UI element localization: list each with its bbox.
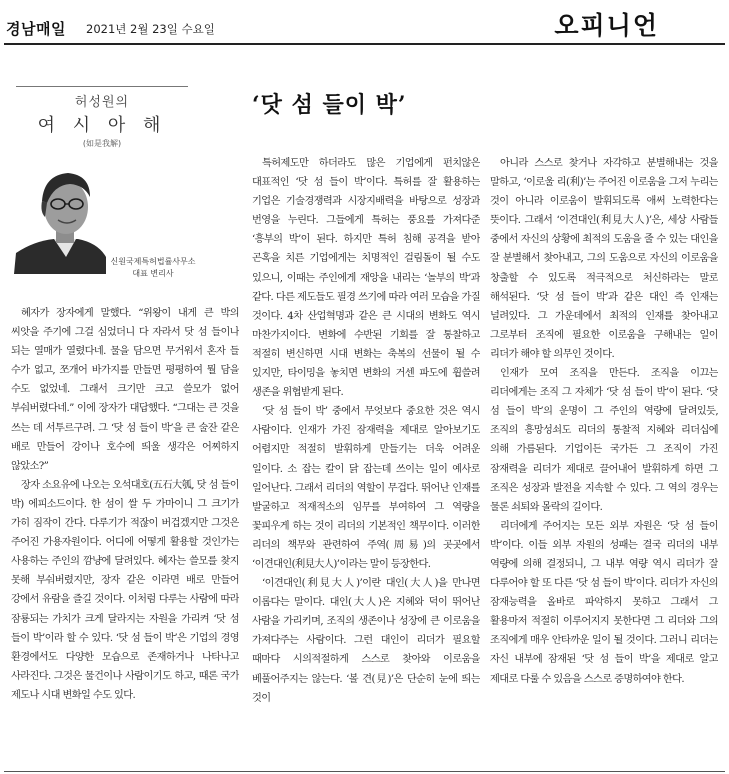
paragraph: 리더에게 주어지는 모든 외부 자원은 ‘닷 섬 들이 박’이다. 이들 외부 자원의 성패는 결국 리더의 내부 역량에 의해 결정되니, 그 내부 역량 역시 리더가 잘 다루어야 할 또 다른 ‘닷 섬 들이 박’이다. 리더가 자신의 잠재능력을 올바로 파악하지 못하고 그래서 그 활용마저 적절히 이루어지지 못한다면 그 리더와 그의 조직에게 매우 안타까운 일이 될 것이다. 그러니 리더는 자신 내부에 잠재된 ‘닷 섬 들이 박’을 제대로 알고 제대로 다룰 수 있음을 스스로 증명하여야 한다. [490, 520, 718, 685]
newspaper-name: 경남매일 [6, 20, 66, 38]
article-column-3 [490, 154, 718, 754]
paragraph: 장자 소요유에 나오는 오석대호(五石大瓠, 닷 섬 들이 박) 에피소드이다. 한 섬이 쌀 두 가마이니 그 크기가 가히 짐작이 간다. 다루기가 적잖이 버겁겠지만 그것은 주어진 가용자원이다. 어디에 어떻게 활용할 것인가는 사용하는 주인의 깜냥에 달려있다. 혜자는 쓸모를 찾지 못해 부숴버렸지만, 장자 같은 이라면 배로 만들어 강에서 유람을 즐길 것이다. 이처럼 다루는 사람에 따라 잠룡되는 가치가 크게 달라지는 자원을 가리켜 ‘닷 섬 들이 박’이라 할 수 있다. ‘닷 섬 들이 박’은 기업의 경영 환경에서도 다양한 모습으로 존재하거나 나타나고 사라진다. 그것은 물건이나 사람이기도 하고, 때론 국가 제도나 시대 변화일 수도 있다. [11, 479, 239, 701]
author-line: 허성원의 [74, 95, 130, 110]
column-header-rule [16, 86, 188, 87]
paragraph: ‘이견대인(利見大人)’이란 대인(大人)을 만나면 이롭다는 말이다. 대인(大人)은 지혜와 덕이 뛰어난 사람을 가리키며, 조직의 생존이나 성장에 큰 이로움을 가져다주는 사람이다. 그런 대인이 리더가 필요할 때마다 시의적절하게 스스로 찾아와 이로움을 베풀어주지는 않는다. ‘볼 견(見)’은 단순히 눈에 띄는 것이 [252, 578, 480, 704]
article-column-2 [252, 154, 480, 754]
column-title: 여 시 아 해 [37, 115, 167, 136]
paragraph: 특허제도만 하더라도 많은 기업에게 펀치않은 대표적인 ‘닷 섬 들이 박’이다. 특허를 잘 활용하는 기업은 기술경쟁력과 시장지배력을 바탕으로 성장과 번영을 누린다. 그들에게 특허는 풍요를 가져다준 ‘흥부의 박’이 된다. 하지만 특허 침해 공격을 받아 곤혹을 치른 기업에게는 치명적인 걸림돌이 될 수도 있으니, 이때는 주인에게 재앙을 내리는 ‘놀부의 박’과 같다. 다른 제도들도 필경 쓰기에 따라 여러 모습을 가질 것이다. 4차 산업혁명과 같은 큰 시대의 변화도 역시 마찬가지이다. 변화에 수반된 기회를 잘 통찰하고 적절히 변신하면 시대 변화는 축복의 선물이 될 수 있지만, 타이밍을 놓치면 변화의 거센 파도에 휩쓸려 생존을 위협받게 된다. [252, 158, 480, 399]
paragraph: 아니라 스스로 찾거나 자각하고 분별해내는 것을 말하고, ‘이로울 리(利)’는 주어진 이로움을 그저 누리는 것이 아니라 이로움이 발휘되도록 애써 노력한다는 뜻이다. 그래서 ‘이견대인(利見大人)’은, 세상 사람들 중에서 자신의 상황에 최적의 도움을 줄 수 있는 대인을 잘 분별해서 찾아내고, 그의 도움으로 자신의 이로움을 창출할 수 있도록 적극적으로 처신하라는 말로 해석된다. ‘닷 섬 들이 박’과 같은 대인 즉 인재는 널려있다. 그 가운데에서 최적의 인재를 찾아내고 그로부터 조직에 필요한 이로움을 구해내는 일이 리더가 해야 할 의무인 것이다. [490, 158, 718, 360]
section-title: 오피니언 [554, 11, 659, 40]
article-headline: ‘닷 섬 들이 박’ [252, 92, 407, 118]
paragraph: 혜자가 장자에게 말했다. “위왕이 내게 큰 박의 씨앗을 주기에 그걸 심었더니 다 자라서 닷 섬 들이나 되는 열매가 열렸다네. 물을 담으면 무거워서 혼자 들 수가 없고, 쪼개어 바가지를 만들면 평평하여 뭘 담을 수도 없었네. 그래서 크기만 크고 쓸모가 없어 부숴버렸다네.” 이에 장자가 대답했다. “그대는 큰 것을 쓰는 데 서투르구려. 그 ‘닷 섬 들이 박’을 큰 술잔 같은 배로 만들어 강이나 호수에 띄울 생각은 어찌하지 않았소?” [11, 308, 239, 472]
author-bio [110, 256, 196, 280]
author-affiliation: 신원국제특허법률사무소 [110, 257, 196, 266]
column-title-hanja: (如是我解) [82, 139, 122, 148]
paragraph: 인재가 모여 조직을 만든다. 조직을 이끄는 리더에게는 조직 그 자체가 ‘닷 섬 들이 박’이 된다. ‘닷 섬 들이 박’의 운명이 그 주인의 역량에 달려있듯, 조직의 흥망성쇠도 리더의 통찰적 지혜와 리더십에 의해 가름된다. 기업이든 국가든 그 조직이 가진 잠재력을 리더가 제대로 끌어내어 발휘하게 하면 그 조직은 성장과 발전을 지속할 수 있다. 그 역의 경우는 물론 쇠퇴와 몰락의 길이다. [490, 368, 718, 513]
page-bottom-rule [4, 771, 725, 772]
column-header [14, 86, 190, 149]
author-position: 대표 변리사 [132, 269, 174, 278]
article-column-1 [11, 304, 239, 754]
masthead-divider [4, 43, 725, 45]
masthead [0, 0, 729, 46]
paragraph: ‘닷 섬 들이 박’ 중에서 무엇보다 중요한 것은 역시 사람이다. 인재가 가진 잠재력을 제대로 알아보기도 어렵지만 적절히 발휘하게 만들기는 더욱 어려운 일이다. 소 잡는 칼이 닭 잡는데 쓰이는 일이 예사로 일어난다. 그래서 리더의 역할이 무겁다. 뛰어난 인재를 발굴하고 적재적소의 임무를 부여하여 그 역량을 꽃피우게 하는 것이 리더의 기본적인 책무이다. 이러한 리더의 책무와 관련하여 주역(周易)의 곳곳에서 ‘이견대인(利見大人)’이라는 말이 등장한다. [252, 406, 480, 570]
author-photo [14, 157, 106, 274]
issue-date: 2021년 2월 23일 수요일 [86, 22, 215, 36]
author-portrait-image [14, 157, 106, 274]
